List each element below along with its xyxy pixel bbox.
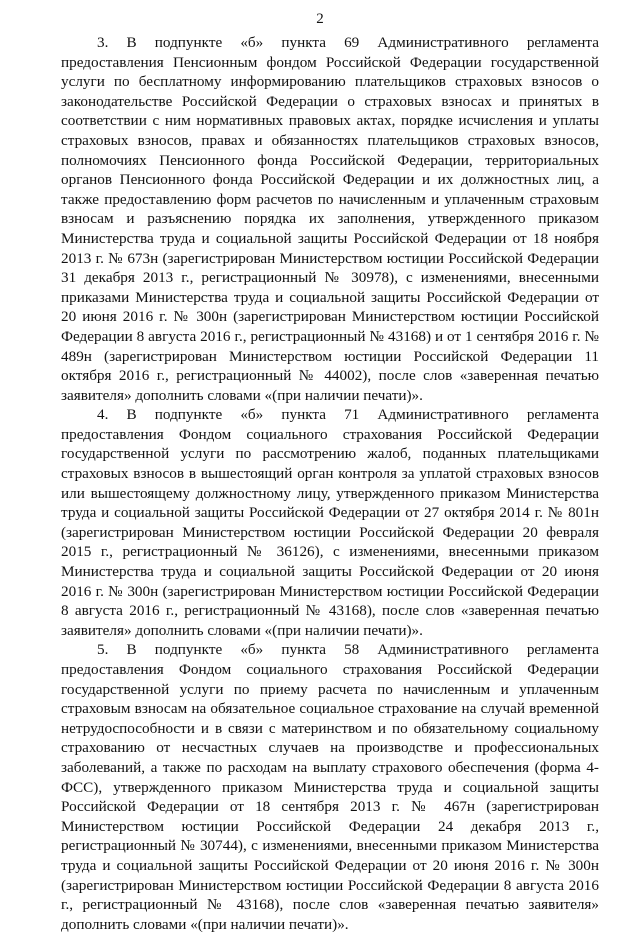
paragraph-item-4: 4. В подпункте «б» пункта 71 Административного регламента предоставления Фондом социального страхования Российской Федерации государственной услуги по рассмотрению жалоб, поданных плательщиками страховых взносов в вышестоящий орган контроля за уплатой страховых взносов или вышестоящему должностному лицу, утвержденного приказом Министерства труда и социальной защиты Российской Федерации от 27 октября 2014 г. № 801н (зарегистрирован Министерством юстиции Российской Федерации 20 февраля 2015 г., регистрационный № 36126), с изменениями, внесенными приказом Министерства труда и социальной защиты Российской Федерации от 20 июня 2016 г. № 300н (зарегистрирован Министерством юстиции Российской Федерации 8 августа 2016 г., регистрационный № 43168), после слов «заверенная печатью заявителя» дополнить словами «(при наличии печати)». <box>61 406 599 639</box>
paragraph-item-5: 5. В подпункте «б» пункта 58 Административного регламента предоставления Фондом социального страхования Российской Федерации государственной услуги по приему расчета по начисленным и уплаченным страховым взносам на обязательное социальное страхование на случай временной нетрудоспособности и в связи с материнством и по обязательному социальному страхованию от несчастных случаев на производстве и профессиональных заболеваний, а также по расходам на выплату страхового обеспечения (форма 4-ФСС), утвержденного приказом Министерства труда и социальной защиты Российской Федерации от 18 сентября 2013 г. № 467н (зарегистрирован Министерством юстиции Российской Федерации 24 декабря 2013 г., регистрационный № 30744), с изменениями, внесенными приказом Министерства труда и социальной защиты Российской Федерации от 20 июня 2016 г. № 300н (зарегистрирован Министерством юстиции Российской Федерации 8 августа 2016 г., регистрационный № 43168), после слов «заверенная печатью заявителя» дополнить словами «(при наличии печати)». <box>61 641 599 933</box>
paragraph-item-3: 3. В подпункте «б» пункта 69 Административного регламента предоставления Пенсионным фондом Российской Федерации государственной услуги по бесплатному информированию плательщиков страховых взносов о законодательстве Российской Федерации о страховых взносах и принятых в соответствии с ним нормативных правовых актах, порядке исчисления и уплаты страховых взносов, правах и обязанностях плательщиков страховых взносов, полномочиях Пенсионного фонда Российской Федерации, территориальных органов Пенсионного фонда Российской Федерации и их должностных лиц, а также предоставлению форм расчетов по начисленным и уплаченным страховым взносам и разъяснению порядка их заполнения, утвержденного приказом Министерства труда и социальной защиты Российской Федерации от 18 ноября 2013 г. № 673н (зарегистрирован Министерством юстиции Российской Федерации 31 декабря 2013 г., регистрационный № 30978), с изменениями, внесенными приказами Министерства труда и социальной защиты Российской Федерации от 20 июня 2016 г. № 300н (зарегистрирован Министерством юстиции Российской Федерации 8 августа 2016 г., регистрационный № 43168) и от 1 сентября 2016 г. № 489н (зарегистрирован Министерством юстиции Российской Федерации 11 октября 2016 г., регистрационный № 44002), после слов «заверенная печатью заявителя» дополнить словами «(при наличии печати)». <box>61 34 599 404</box>
page-number: 2 <box>316 11 324 27</box>
document-body <box>61 33 599 934</box>
